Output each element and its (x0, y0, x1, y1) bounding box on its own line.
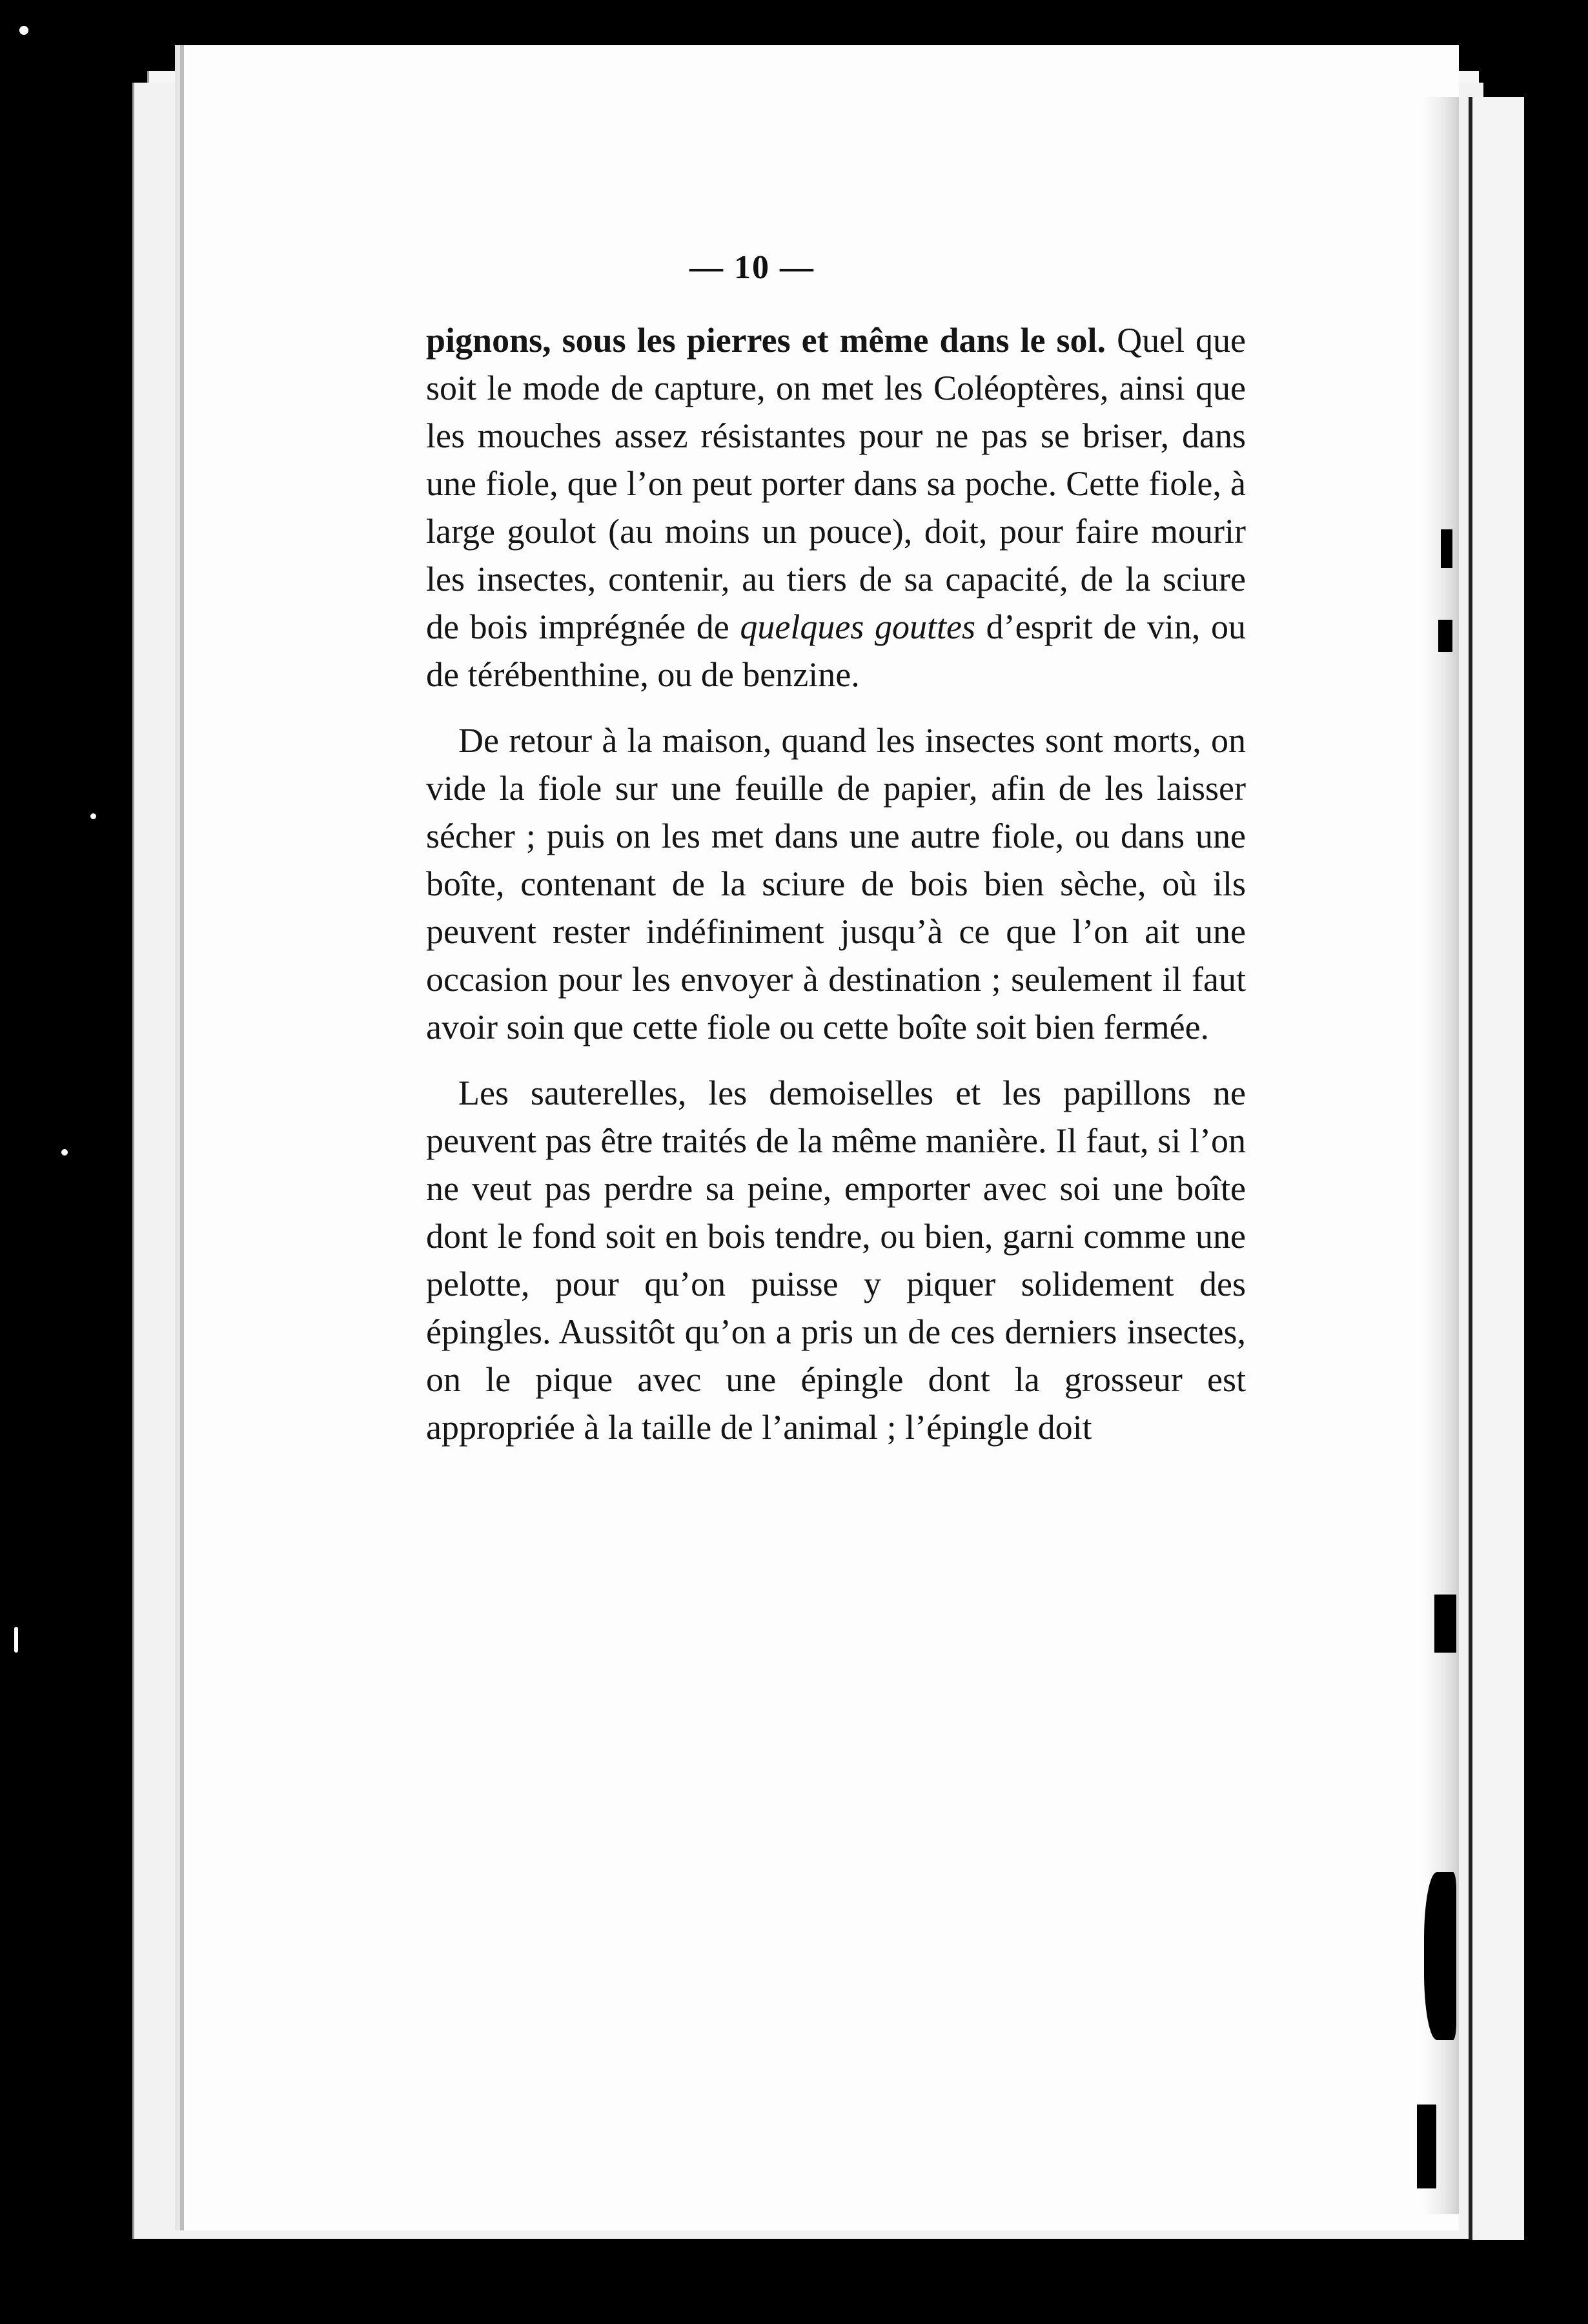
scan-speck (90, 813, 96, 819)
paragraph-1-text-end: d’esprit de vin, ou de térébenthine, ou de benzine. (426, 607, 1246, 694)
facing-page-edge (1469, 97, 1524, 2240)
body-text (426, 316, 1246, 1451)
tear-mark (1417, 2105, 1436, 2188)
paragraph-1-text: Quel que soit le mode de capture, on met les Coléoptères, ainsi que les mouches assez résistantes pour ne pas se briser, dans une fiole, que l’on peut porter dans sa poche. Cette fiole, à large goulot (au moins un pouce), doit, pour faire mourir les insectes, contenir, au tiers de sa capacité, de la sciure de bois imprégnée de (426, 321, 1247, 646)
tear-mark (1424, 1872, 1456, 2040)
paragraph-3: Les sauterelles, les demoiselles et les papillons ne peuvent pas être traités de la même manière. Il faut, si l’on ne veut pas perdre sa peine, emporter avec soi une boîte dont le fond soit en bois tendre, ou bien, garni comme une pelotte, pour qu’on puisse y piquer solidement des épingles. Aussitôt qu’on a pris un de ces derniers insectes, on le pique avec une épingle dont la grosseur est appropriée à la taille de l’animal ; l’épingle doit (426, 1074, 1246, 1447)
paragraph-2: De retour à la maison, quand les insectes sont morts, on vide la fiole sur une feuille de papier, afin de les laisser sécher ; puis on les met dans une autre fiole, ou dans une boîte, contenant de la sciure de bois bien sèche, où ils peuvent rester indéfiniment jusqu’à ce que l’on ait une occasion pour les envoyer à destination ; seulement il faut avoir soin que cette fiole ou cette boîte soit bien fermée. (426, 721, 1246, 1046)
scan-speck (14, 1627, 18, 1653)
page-number: — 10 — (689, 249, 815, 286)
tear-mark (1434, 1595, 1456, 1653)
paragraph-1-lead: pignons, sous les pierres et même dans le sol. (426, 321, 1106, 360)
scan-speck (19, 26, 28, 35)
paragraph-1-italic: quelques gouttes (740, 607, 975, 646)
tear-mark (1438, 620, 1452, 652)
paragraph-1 (426, 316, 1246, 698)
tear-mark (1441, 529, 1452, 568)
scan-speck (61, 1149, 68, 1156)
